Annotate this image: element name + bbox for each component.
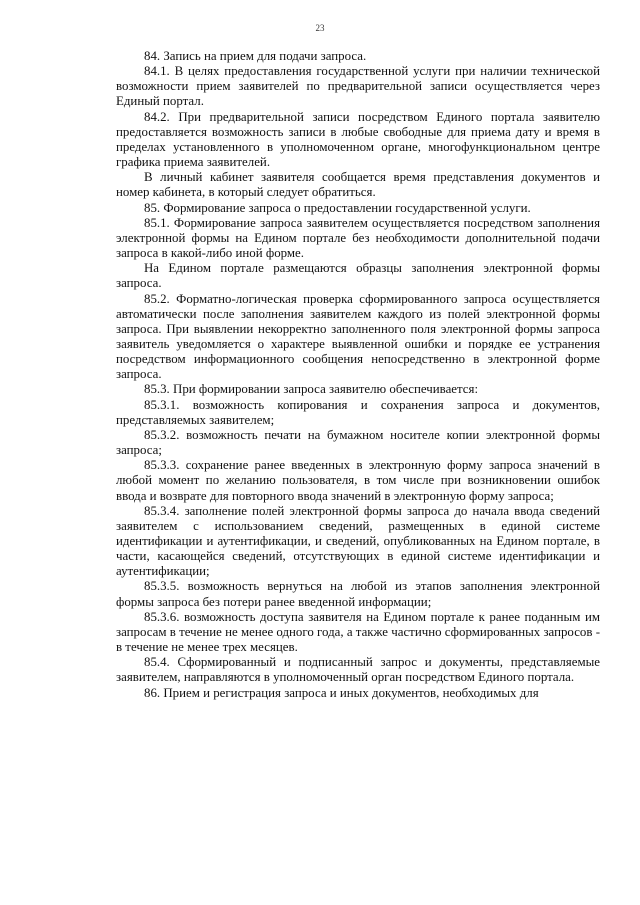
paragraph-85-3-5: 85.3.5. возможность вернуться на любой из этапов заполнения электронной формы запроса без потери ранее введенной информации; [116,579,600,609]
paragraph-84-1: 84.1. В целях предоставления государственной услуги при наличии технической возможности прием заявителей по предварительной записи осуществляется через Единый портал. [116,64,600,109]
paragraph-85-3-1: 85.3.1. возможность копирования и сохранения запроса и документов, представляемых заявителем; [116,397,600,427]
paragraph-84-2: 84.2. При предварительной записи посредством Единого портала заявителю предоставляется возможность записи в любые свободные для приема дату и время в пределах установленного в уполномоченном органе, многофункциональном центре графика приема заявителей. [116,109,600,170]
paragraph-85-3-4: 85.3.4. заполнение полей электронной формы запроса до начала ввода сведений заявителем с использованием сведений, размещенных в единой системе идентификации и аутентификации, и сведений, опубликованных на Едином портале, в части, касающейся сведений, отсутствующих в единой системе идентификации и аутентификации; [116,503,600,579]
page-number: 23 [315,23,325,33]
paragraph-85: 85. Формирование запроса о предоставлении государственной услуги. [144,200,531,215]
document-body [116,49,600,701]
paragraph-form-samples: На Едином портале размещаются образцы заполнения электронной формы запроса. [116,261,600,291]
paragraph-85-3: 85.3. При формировании запроса заявителю обеспечивается: [144,382,479,397]
paragraph-85-1: 85.1. Формирование запроса заявителем осуществляется посредством заполнения электронной формы на Едином портале без необходимости дополнительной подачи запроса в какой-либо иной форме. [116,215,600,261]
paragraph-85-3-3: 85.3.3. сохранение ранее введенных в электронную форму запроса значений в любой момент по желанию пользователя, в том числе при возникновении ошибок ввода и возврате для повторного ввода значений в электронную форму запроса; [116,458,600,503]
paragraph-85-4: 85.4. Сформированный и подписанный запрос и документы, представляемые заявителем, направляются в уполномоченный орган посредством Единого портала. [116,655,600,685]
paragraph-personal-cabinet: В личный кабинет заявителя сообщается время представления документов и номер кабинета, в который следует обратиться. [116,170,600,200]
paragraph-86: 86. Прием и регистрация запроса и иных документов, необходимых для [144,685,539,700]
paragraph-85-3-6: 85.3.6. возможность доступа заявителя на Едином портале к ранее поданным им запросам в течение не менее одного года, а также частично сформированных запросов - в течение не менее трех месяцев. [116,609,600,655]
paragraph-85-2: 85.2. Форматно-логическая проверка сформированного запроса осуществляется автоматически после заполнения заявителем каждого из полей электронной формы запроса. При выявлении некорректно заполненного поля электронной формы запроса заявитель уведомляется о характере выявленной ошибки и порядке ее устранения посредством информационного сообщения непосредственно в электронной форме запроса. [116,291,600,382]
paragraph-84: 84. Запись на прием для подачи запроса. [144,49,367,63]
paragraph-85-3-2: 85.3.2. возможность печати на бумажном носителе копии электронной формы запроса; [116,427,600,458]
